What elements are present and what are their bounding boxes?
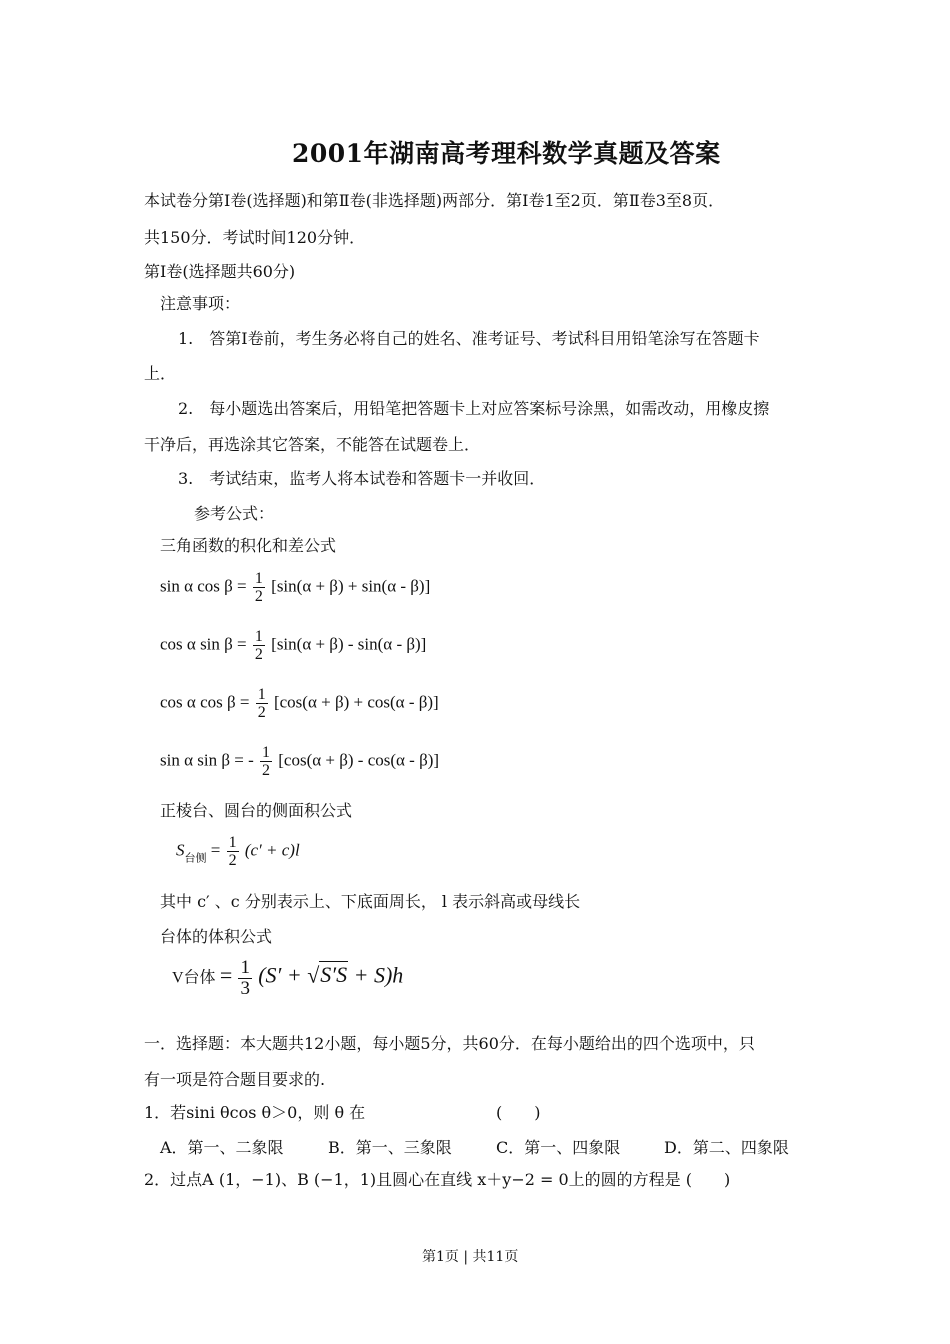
- formula-sin-cos: [160, 570, 430, 605]
- volume-rhs-close: + S)h: [348, 962, 404, 988]
- question-2-stem: 2．过点A (1，−1)、B (−1，1)且圆心在直线 x＋y−2 = 0上的圆的方程是 ( ): [144, 1170, 731, 1189]
- formula-frustum-volume: [172, 958, 403, 999]
- notice-item-3: 3. 考试结束，监考人将本试卷和答题卡一并收回．: [178, 469, 546, 488]
- question-1-option-a: A．第一、二象限: [160, 1138, 284, 1157]
- formula-sin-sin: [160, 744, 439, 779]
- frustum-note: 其中 c′ 、c 分别表示上、下底面周长， l 表示斜高或母线长: [160, 892, 581, 911]
- frustum-area-heading: 正棱台、圆台的侧面积公式: [160, 801, 353, 820]
- question-1-stem: 1．若sini θcos θ＞0，则 θ 在: [144, 1103, 366, 1122]
- reference-formulas-label: 参考公式：: [194, 504, 275, 523]
- section-1-line-2: 有一项是符合题目要求的.: [144, 1070, 326, 1089]
- question-1-option-d: D．第二、四象限: [664, 1138, 789, 1157]
- part-1-heading: 第Ⅰ卷(选择题共60分): [144, 262, 296, 281]
- fraction-half: $\frac{1}{2}$: [257, 686, 266, 721]
- formula-cos-sin: [160, 628, 426, 663]
- area-symbol: S: [176, 840, 185, 860]
- formula-rhs: [sin(α + β) + sin(α - β)]: [271, 576, 431, 596]
- sqrt-sign: √: [307, 962, 320, 988]
- sqrt-radicand: S′S: [320, 962, 348, 988]
- fraction-half: $\frac{1}{2}$: [254, 570, 263, 605]
- volume-heading: 台体的体积公式: [160, 927, 273, 946]
- formula-lhs: cos α sin β =: [160, 634, 247, 654]
- formula-lhs: cos α cos β =: [160, 692, 250, 712]
- fraction-half: $\frac{1}{2}$: [228, 834, 237, 869]
- notice-heading: 注意事项：: [160, 294, 241, 313]
- section-1-line-1: 一．选择题：本大题共12小题，每小题5分，共60分．在每小题给出的四个选项中，只: [144, 1034, 755, 1053]
- page-footer: 第1页 | 共11页: [422, 1249, 519, 1265]
- formula-lhs: sin α sin β =: [160, 750, 244, 770]
- formula-lhs: sin α cos β =: [160, 576, 247, 596]
- page-title: 2001年湖南高考理科数学真题及答案: [292, 139, 721, 168]
- volume-rhs-open: (S′ +: [258, 962, 308, 988]
- question-1-option-b: B．第一、三象限: [328, 1138, 452, 1157]
- equals-sign: =: [210, 840, 221, 860]
- formula-rhs: [sin(α + β) - sin(α - β)]: [271, 634, 427, 654]
- fraction-third: $\frac{1}{3}$: [240, 957, 250, 999]
- intro-line-1: 本试卷分第Ⅰ卷(选择题)和第Ⅱ卷(非选择题)两部分．第Ⅰ卷1至2页．第Ⅱ卷3至8页．: [144, 191, 725, 210]
- formula-cos-cos: [160, 686, 439, 721]
- question-1-answer-paren: ( ): [496, 1103, 541, 1122]
- fraction-half: $\frac{1}{2}$: [254, 628, 263, 663]
- formula-rhs: [cos(α + β) + cos(α - β)]: [273, 692, 439, 712]
- formula-rhs: [cos(α + β) - cos(α - β)]: [278, 750, 440, 770]
- notice-item-2b: 干净后，再选涂其它答案，不能答在试题卷上．: [144, 435, 481, 454]
- question-1-option-c: C．第一、四象限: [496, 1138, 621, 1157]
- trig-formulas-heading: 三角函数的积化和差公式: [160, 536, 337, 555]
- notice-item-2a: 2. 每小题选出答案后，用铅笔把答题卡上对应答案标号涂黑，如需改动，用橡皮擦: [178, 399, 770, 418]
- equals-sign: =: [219, 962, 233, 988]
- notice-item-1b: 上．: [144, 364, 177, 383]
- notice-item-1a: 1. 答第Ⅰ卷前，考生务必将自己的姓名、准考证号、考试科目用铅笔涂写在答题卡: [178, 329, 760, 348]
- formula-frustum-lateral-area: [176, 834, 300, 869]
- formula-rhs: (c′ + c)l: [244, 840, 300, 860]
- intro-line-2: 共150分．考试时间120分钟．: [144, 228, 366, 247]
- formula-sign: -: [248, 750, 254, 770]
- volume-label: V台体: [172, 969, 216, 987]
- area-subscript: 台侧: [184, 852, 207, 865]
- fraction-half: $\frac{1}{2}$: [262, 744, 270, 779]
